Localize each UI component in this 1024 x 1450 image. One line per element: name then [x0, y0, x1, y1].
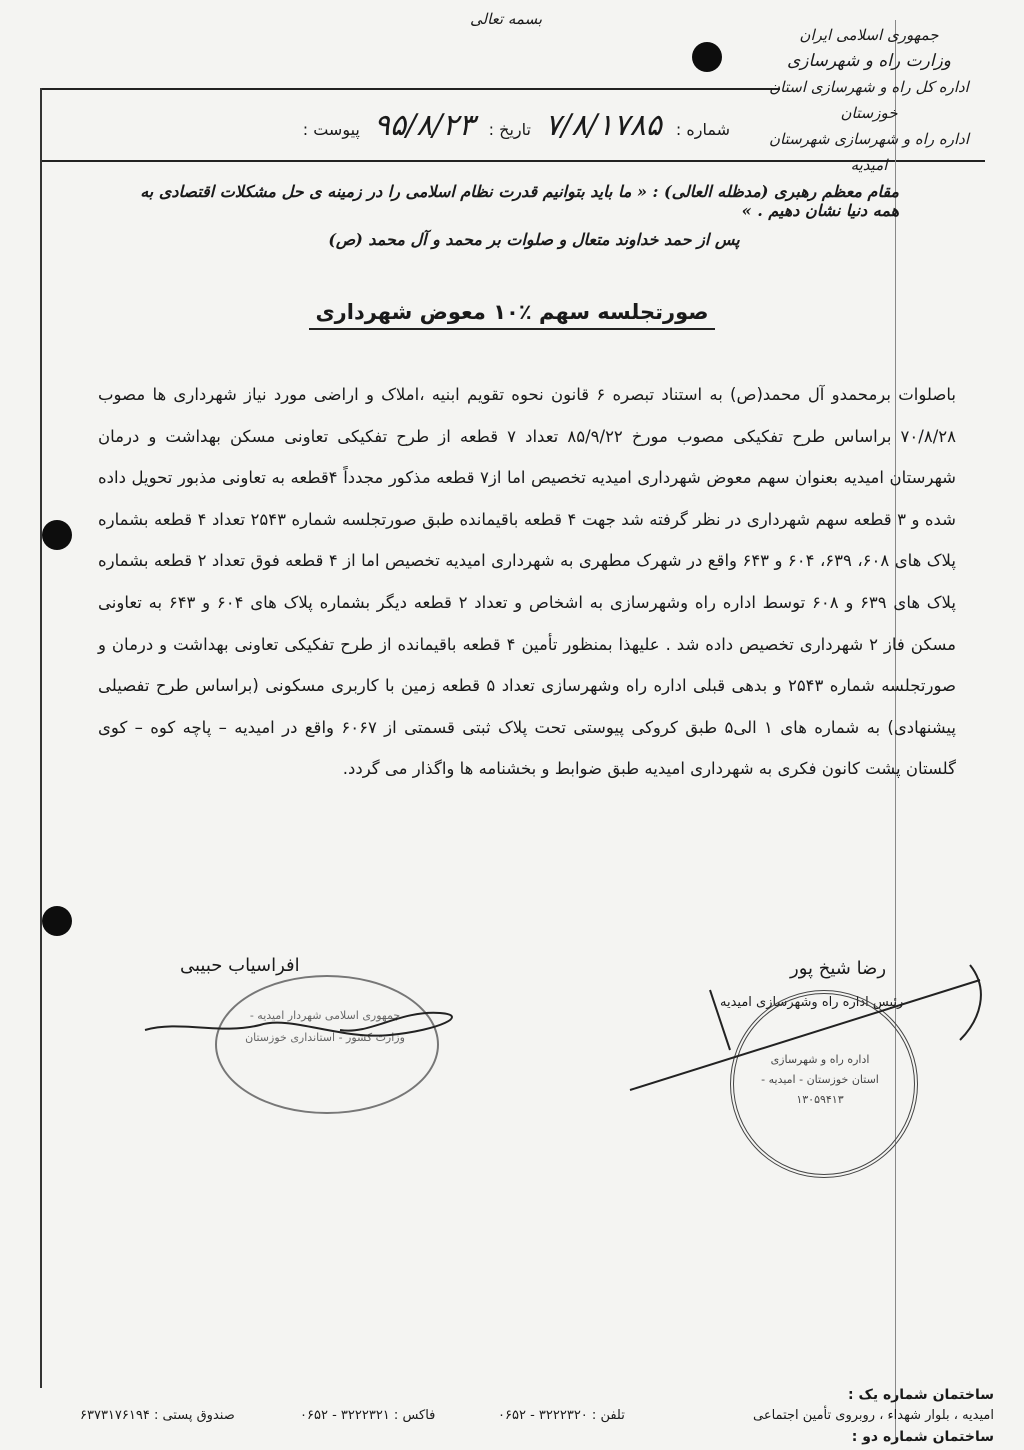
signatory-right-name: رضا شیخ پور: [790, 958, 887, 979]
signature-left: [140, 1005, 470, 1055]
letterhead-line: اداره کل راه و شهرسازی استان خوزستان: [769, 78, 969, 122]
attachment-label: پیوست :: [302, 120, 360, 139]
footer-pobox: صندوق پستی : ۶۳۷۳۱۷۶۱۹۴: [80, 1408, 235, 1423]
footer-address: امیدیه ، بلوار شهداء ، روبروی تأمین اجتماعی: [753, 1408, 994, 1423]
letterhead-line: جمهوری اسلامی ایران: [799, 26, 939, 44]
signature-right: [620, 960, 1000, 1100]
document-title: [0, 300, 1024, 324]
number-value: ۷/۸/۱۷۸۵: [544, 108, 662, 143]
praise-line: پس از حمد خداوند متعال و صلوات بر محمد و آل محمد (ص): [328, 230, 740, 249]
letter-meta: [190, 108, 730, 143]
date-label: تاریخ :: [488, 120, 531, 139]
letterhead-line: وزارت راه و شهرسازی: [786, 51, 951, 71]
number-label: شماره :: [675, 120, 730, 139]
bismillah: بسمه تعالی: [470, 10, 543, 28]
punch-hole: [42, 520, 72, 550]
header-top-rule: [40, 88, 780, 90]
signatory-left-name: افراسیاب حبیبی: [180, 955, 300, 976]
footer-fax: فاکس : ۳۲۲۲۳۲۱ - ۰۶۵۲: [300, 1408, 436, 1423]
letterhead: [754, 22, 984, 178]
footer-phone: تلفن : ۳۲۲۲۳۲۰ - ۰۶۵۲: [498, 1408, 625, 1423]
stamp-left-text: جمهوری اسلامی شهردار امیدیه - وزارت کشور - استانداری خوزستان: [245, 1009, 405, 1044]
body-text: باصلوات برمحمدو آل محمد(ص) به استناد تبصره ۶ قانون نحوه تقویم ابنیه ،املاک و اراضی مورد نیاز شهرداری ها مصوب ۷۰/۸/۲۸ براساس طرح تفکیکی مصوب مورخ ۸۵/۹/۲۲ تعداد ۷ قطعه از طرح تفکیکی تعاونی مسکن بهداشت و درمان شهرستان امیدیه بعنوان سهم معوض شهرداری امیدیه تخصیص اما از۷ قطعه مذکور مجدداً ۴قطعه به تعاونی مذبور تحویل داده شده و ۳ قطعه سهم شهرداری در نظر گرفته شد جهت ۴ قطعه باقیمانده طبق صورتجلسه شماره ۲۵۴۳ تعداد ۴ قطعه بشماره پلاک های ۶۰۸، ۶۳۹، ۶۰۴ و ۶۴۳ واقع در شهرک مطهری به شهرداری امیدیه تخصیص اما از ۴ قطعه فوق تعداد ۲ قطعه بشماره پلاک های ۶۳۹ و ۶۰۸ توسط اداره راه وشهرسازی به اشخاص و تعداد ۲ قطعه دیگر بشماره پلاک های ۶۰۴ و ۶۴۳ به تعاونی مسکن فاز ۲ شهرداری تخصیص داده شد . علیهذا بمنظور تأمین ۴ قطعه باقیمانده از طرح تفکیکی تعاونی بهداشت و درمان و صورتجلسه شماره ۲۵۴۳ و بدهی قبلی اداره راه وشهرسازی تعداد ۵ قطعه زمین با کاربری مسکونی (براساس طرح تفصیلی پیشنهادی) به شماره های ۱ الی۵ طبق کروکی پیوستی تحت پلاک ثبتی قسمتی از ۶۰۶۷ واقع در امیدیه – پاچه کوه – کوی گلستان پشت کانون فکری به شهرداری امیدیه طبق ضوابط و بخشنامه ها واگذار می گردد.: [98, 385, 957, 779]
date-value: ۹۵/۸/۲۳: [373, 108, 475, 143]
letterhead-line: اداره راه و شهرسازی شهرستان امیدیه: [768, 130, 970, 174]
punch-hole: [692, 42, 722, 72]
footer-building2-label: ساختمان شماره دو :: [851, 1429, 994, 1445]
left-border: [40, 88, 42, 1388]
leader-quote: مقام معظم رهبری (مدظله العالی) : « ما باید بتوانیم قدرت نظام اسلامی را در زمینه ی حل مشکلات اقتصادی به همه دنیا نشان دهیم . »: [140, 182, 899, 220]
footer-building1-label: ساختمان شماره یک :: [848, 1387, 994, 1403]
title-text: صورتجلسه سهم ٪۱۰ معوض شهرداری: [309, 300, 714, 330]
stamp-right-text: اداره راه و شهرسازی استان خوزستان - امیدیه - ۱۳۰۵۹۴۱۳: [761, 1053, 879, 1106]
punch-hole: [42, 906, 72, 936]
signatory-right-title: رئیس اداره راه وشهرسازی امیدیه: [720, 995, 904, 1010]
